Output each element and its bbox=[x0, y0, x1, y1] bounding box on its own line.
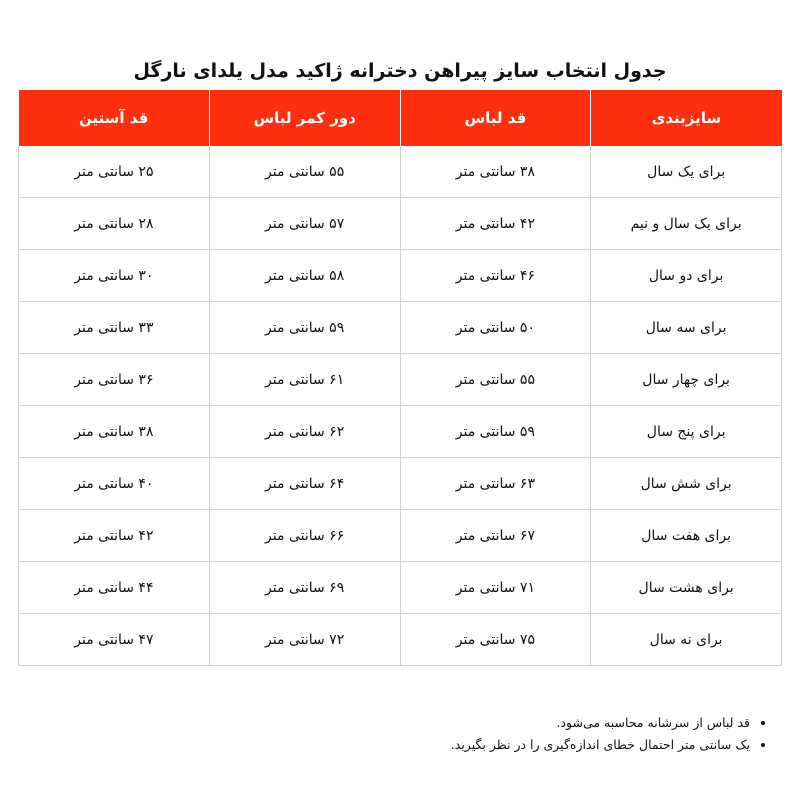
cell-sleeve-length: ۳۶ سانتی متر bbox=[19, 354, 210, 406]
cell-sleeve-length: ۳۸ سانتی متر bbox=[19, 406, 210, 458]
column-header-size: سایزبندی bbox=[591, 90, 782, 146]
cell-sleeve-length: ۲۸ سانتی متر bbox=[19, 198, 210, 250]
column-header-dress-length: قد لباس bbox=[400, 90, 591, 146]
column-header-waist: دور کمر لباس bbox=[209, 90, 400, 146]
cell-dress-length: ۶۳ سانتی متر bbox=[400, 458, 591, 510]
cell-dress-length: ۶۷ سانتی متر bbox=[400, 510, 591, 562]
cell-sleeve-length: ۲۵ سانتی متر bbox=[19, 146, 210, 198]
cell-sleeve-length: ۳۳ سانتی متر bbox=[19, 302, 210, 354]
cell-sleeve-length: ۳۰ سانتی متر bbox=[19, 250, 210, 302]
table-body bbox=[19, 146, 782, 666]
cell-dress-length: ۷۵ سانتی متر bbox=[400, 614, 591, 666]
note-item: • یک سانتی متر احتمال خطای اندازه‌گیری را در نظر بگیرید. bbox=[150, 734, 750, 756]
cell-dress-length: ۳۸ سانتی متر bbox=[400, 146, 591, 198]
table-row bbox=[19, 146, 782, 198]
table-row bbox=[19, 614, 782, 666]
cell-size: برای سه سال bbox=[591, 302, 782, 354]
table-row bbox=[19, 562, 782, 614]
cell-waist: ۶۶ سانتی متر bbox=[209, 510, 400, 562]
size-table bbox=[18, 90, 782, 666]
cell-sleeve-length: ۴۲ سانتی متر bbox=[19, 510, 210, 562]
table-row bbox=[19, 250, 782, 302]
cell-waist: ۵۵ سانتی متر bbox=[209, 146, 400, 198]
table-row bbox=[19, 354, 782, 406]
cell-size: برای چهار سال bbox=[591, 354, 782, 406]
table-row bbox=[19, 302, 782, 354]
cell-size: برای دو سال bbox=[591, 250, 782, 302]
cell-dress-length: ۴۲ سانتی متر bbox=[400, 198, 591, 250]
cell-waist: ۷۲ سانتی متر bbox=[209, 614, 400, 666]
cell-waist: ۵۸ سانتی متر bbox=[209, 250, 400, 302]
cell-waist: ۵۷ سانتی متر bbox=[209, 198, 400, 250]
table-row bbox=[19, 198, 782, 250]
cell-size: برای هشت سال bbox=[591, 562, 782, 614]
cell-size: برای هفت سال bbox=[591, 510, 782, 562]
cell-dress-length: ۷۱ سانتی متر bbox=[400, 562, 591, 614]
column-header-sleeve-length: قد آستین bbox=[19, 90, 210, 146]
cell-dress-length: ۵۰ سانتی متر bbox=[400, 302, 591, 354]
cell-size: برای یک سال bbox=[591, 146, 782, 198]
cell-size: برای نه سال bbox=[591, 614, 782, 666]
cell-size: برای شش سال bbox=[591, 458, 782, 510]
cell-dress-length: ۵۹ سانتی متر bbox=[400, 406, 591, 458]
cell-sleeve-length: ۴۴ سانتی متر bbox=[19, 562, 210, 614]
page-title: جدول انتخاب سایز پیراهن دخترانه ژاکید مدل یلدای نارگل bbox=[133, 60, 667, 82]
cell-sleeve-length: ۴۷ سانتی متر bbox=[19, 614, 210, 666]
cell-dress-length: ۵۵ سانتی متر bbox=[400, 354, 591, 406]
notes-list bbox=[150, 712, 768, 756]
cell-size: برای پنج سال bbox=[591, 406, 782, 458]
cell-dress-length: ۴۶ سانتی متر bbox=[400, 250, 591, 302]
cell-sleeve-length: ۴۰ سانتی متر bbox=[19, 458, 210, 510]
cell-waist: ۶۴ سانتی متر bbox=[209, 458, 400, 510]
table-row bbox=[19, 406, 782, 458]
table-row bbox=[19, 458, 782, 510]
note-item: • قد لباس از سرشانه محاسبه می‌شود. bbox=[150, 712, 750, 734]
cell-waist: ۶۹ سانتی متر bbox=[209, 562, 400, 614]
cell-size: برای یک سال و نیم bbox=[591, 198, 782, 250]
cell-waist: ۶۲ سانتی متر bbox=[209, 406, 400, 458]
cell-waist: ۶۱ سانتی متر bbox=[209, 354, 400, 406]
table-header-row bbox=[19, 90, 782, 146]
table-row bbox=[19, 510, 782, 562]
cell-waist: ۵۹ سانتی متر bbox=[209, 302, 400, 354]
